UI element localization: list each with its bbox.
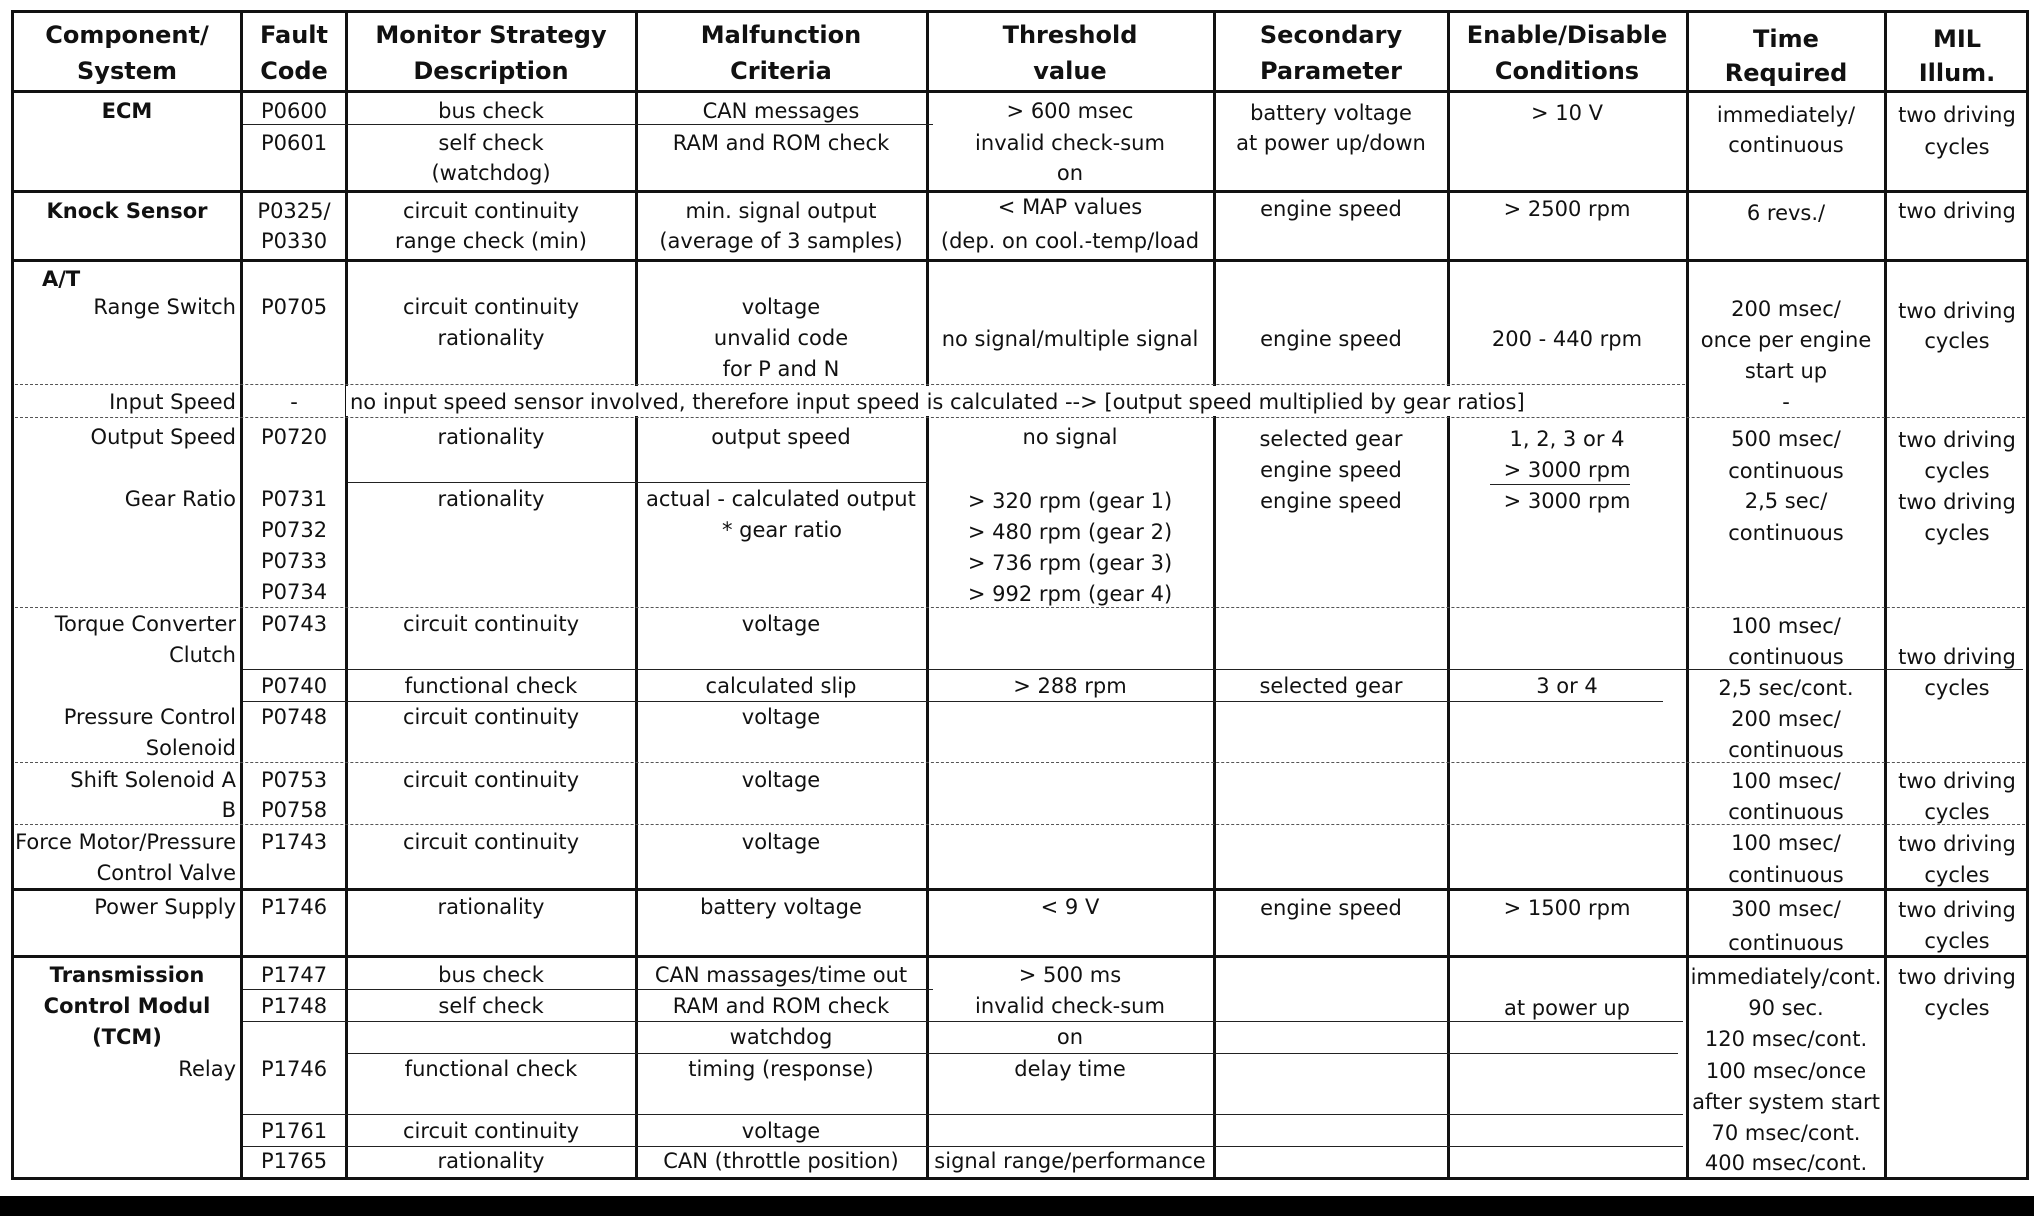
range-switch-monitor-2: rationality — [437, 326, 545, 350]
pressure-control-time-2: continuous — [1728, 738, 1844, 762]
power-supply-threshold: < 9 V — [1040, 895, 1100, 919]
header-secondary-2: Parameter — [1259, 57, 1403, 85]
ecm-secondary-2: at power up/down — [1236, 131, 1426, 155]
torque-converter-threshold-2: > 288 rpm — [1013, 674, 1127, 698]
force-motor-component-2: Control Valve — [96, 861, 236, 885]
tcm-code-5: P1761 — [260, 1119, 328, 1143]
tcm-component-1: Transmission — [49, 963, 205, 987]
torque-converter-mil-2: cycles — [1924, 676, 1990, 700]
force-motor-component-1: Force Motor/Pressure — [15, 830, 236, 854]
force-motor-mil-2: cycles — [1924, 863, 1990, 887]
knock-monitor-1: circuit continuity — [402, 199, 580, 223]
shift-solenoid-mil-1: two driving — [1898, 769, 2016, 793]
force-motor-malfunction: voltage — [741, 830, 821, 854]
pressure-control-time-1: 200 msec/ — [1731, 707, 1841, 731]
power-supply-time-1: 300 msec/ — [1731, 897, 1841, 921]
tcm-monitor-4: functional check — [404, 1057, 578, 1081]
output-speed-time-2: continuous — [1728, 459, 1844, 483]
header-threshold-1: Threshold — [1002, 21, 1138, 49]
range-switch-secondary: engine speed — [1260, 327, 1402, 351]
tcm-time-2: 90 sec. — [1748, 996, 1824, 1020]
ecm-threshold-2: invalid check-sum — [975, 131, 1165, 155]
ecm-component: ECM — [101, 99, 153, 123]
shift-solenoid-component-1: Shift Solenoid A — [70, 768, 236, 792]
knock-malfunction-1: min. signal output — [685, 199, 877, 223]
gear-ratio-code-1: P0731 — [260, 487, 328, 511]
pressure-control-code: P0748 — [260, 705, 328, 729]
tcm-time-4b: after system start — [1692, 1090, 1880, 1114]
ecm-monitor-2: self check — [438, 131, 544, 155]
header-malfunction-1: Malfunction — [700, 21, 862, 49]
force-motor-time-2: continuous — [1728, 863, 1844, 887]
rule-output-inner — [348, 482, 928, 483]
torque-converter-monitor-1: circuit continuity — [402, 612, 580, 636]
gear-ratio-secondary: engine speed — [1260, 489, 1402, 513]
ecm-monitor-1: bus check — [438, 99, 544, 123]
rule-input-speed-top — [15, 384, 1685, 385]
output-speed-time-1: 500 msec/ — [1731, 427, 1841, 451]
ecm-monitor-3: (watchdog) — [431, 161, 551, 185]
ecm-time-2: continuous — [1728, 133, 1844, 157]
range-switch-mil-1: two driving — [1898, 299, 2016, 323]
pressure-control-monitor: circuit continuity — [402, 705, 580, 729]
gear-ratio-threshold-1: > 320 rpm (gear 1) — [967, 489, 1173, 513]
tcm-code-2: P1748 — [260, 994, 328, 1018]
header-enable-2: Conditions — [1494, 57, 1640, 85]
header-time-2: Required — [1724, 59, 1848, 87]
header-rule — [11, 90, 2029, 93]
ecm-code-1: P0600 — [260, 99, 328, 123]
tcm-threshold-2: invalid check-sum — [975, 994, 1165, 1018]
ecm-secondary-1: battery voltage — [1250, 101, 1412, 125]
gear-ratio-component: Gear Ratio — [124, 487, 236, 511]
knock-threshold-1: < MAP values — [997, 195, 1143, 219]
torque-converter-time-1a: 100 msec/ — [1731, 614, 1841, 638]
range-switch-malfunction-2: unvalid code — [713, 326, 849, 350]
rule-knock — [11, 259, 2029, 262]
tcm-time-5: 70 msec/cont. — [1711, 1121, 1861, 1145]
power-supply-malfunction: battery voltage — [700, 895, 862, 919]
tcm-code-1: P1747 — [260, 963, 328, 987]
gear-ratio-mil-1: two driving — [1898, 490, 2016, 514]
range-switch-component: Range Switch — [93, 295, 236, 319]
knock-secondary: engine speed — [1260, 197, 1402, 221]
input-speed-code: - — [290, 390, 298, 414]
tcm-monitor-6: rationality — [437, 1149, 545, 1173]
header-enable-1: Enable/Disable — [1466, 21, 1668, 49]
torque-converter-time-1b: continuous — [1728, 645, 1844, 669]
shift-solenoid-code-1: P0753 — [260, 768, 328, 792]
torque-converter-time-2: 2,5 sec/cont. — [1718, 676, 1854, 700]
torque-converter-component-2: Clutch — [169, 643, 236, 667]
tcm-malfunction-4: timing (response) — [688, 1057, 874, 1081]
tcm-enable-2: at power up — [1504, 996, 1630, 1020]
col-divider-malfunction — [635, 10, 638, 1180]
ecm-threshold-3: on — [1056, 161, 1084, 185]
col-divider-monitor — [345, 10, 348, 1180]
torque-converter-malfunction-1: voltage — [741, 612, 821, 636]
col-divider-mil — [1884, 10, 1887, 1180]
power-supply-time-2: continuous — [1728, 931, 1844, 955]
gear-ratio-malfunction-1: actual - calculated output — [646, 487, 916, 511]
gear-ratio-malfunction-2: * gear ratio — [722, 518, 843, 542]
gear-ratio-threshold-3: > 736 rpm (gear 3) — [967, 551, 1173, 575]
shift-solenoid-monitor: circuit continuity — [402, 768, 580, 792]
col-divider-code — [240, 10, 243, 1180]
gear-ratio-code-2: P0732 — [260, 518, 328, 542]
shift-solenoid-time-1: 100 msec/ — [1731, 769, 1841, 793]
header-component-2: System — [77, 57, 177, 85]
ecm-code-2: P0601 — [260, 131, 328, 155]
tcm-mil-1: two driving — [1898, 965, 2016, 989]
ecm-time-1: immediately/ — [1716, 103, 1856, 127]
rule-power — [11, 888, 2029, 891]
knock-enable: > 2500 rpm — [1503, 197, 1631, 221]
tcm-threshold-1: > 500 ms — [1018, 963, 1122, 987]
output-speed-enable-1: 1, 2, 3 or 4 — [1509, 427, 1625, 451]
torque-converter-secondary-2: selected gear — [1259, 674, 1403, 698]
force-motor-monitor: circuit continuity — [402, 830, 580, 854]
force-motor-time-1: 100 msec/ — [1731, 831, 1841, 855]
torque-converter-enable-2: 3 or 4 — [1536, 674, 1598, 698]
knock-code-1: P0325/ — [257, 199, 331, 223]
gear-ratio-time-1: 2,5 sec/ — [1744, 489, 1828, 513]
tcm-relay: Relay — [178, 1057, 236, 1081]
gear-ratio-enable: > 3000 rpm — [1503, 489, 1631, 513]
output-speed-enable-2: > 3000 rpm — [1503, 458, 1631, 482]
range-switch-monitor-1: circuit continuity — [402, 295, 580, 319]
input-speed-time: - — [1782, 390, 1790, 414]
ecm-malfunction-2: RAM and ROM check — [672, 131, 890, 155]
tcm-mil-2: cycles — [1924, 996, 1990, 1020]
torque-converter-malfunction-2: calculated slip — [705, 674, 857, 698]
torque-converter-component-1: Torque Converter — [54, 612, 236, 636]
gear-ratio-mil-2: cycles — [1924, 521, 1990, 545]
tcm-malfunction-6: CAN (throttle position) — [663, 1149, 899, 1173]
header-malfunction-2: Criteria — [730, 57, 832, 85]
header-code-1: Fault — [260, 21, 328, 49]
tcm-malfunction-1: CAN massages/time out — [654, 963, 908, 987]
output-speed-monitor: rationality — [437, 425, 545, 449]
power-supply-enable: > 1500 rpm — [1503, 896, 1631, 920]
header-mil-1: MIL — [1932, 25, 1982, 53]
tcm-time-4a: 100 msec/once — [1705, 1059, 1867, 1083]
input-speed-component: Input Speed — [109, 390, 236, 414]
tcm-monitor-5: circuit continuity — [402, 1119, 580, 1143]
range-switch-time-3: start up — [1744, 359, 1828, 383]
torque-converter-code-1: P0743 — [260, 612, 328, 636]
range-switch-code: P0705 — [260, 295, 328, 319]
rule-tcm-4 — [243, 1114, 1683, 1115]
force-motor-mil-1: two driving — [1898, 832, 2016, 856]
header-monitor-1: Monitor Strategy — [375, 21, 607, 49]
tcm-time-6: 400 msec/cont. — [1704, 1151, 1868, 1175]
output-speed-secondary-1: selected gear — [1259, 427, 1403, 451]
range-switch-enable: 200 - 440 rpm — [1491, 327, 1643, 351]
tcm-malfunction-3: watchdog — [729, 1025, 833, 1049]
input-speed-note: no input speed sensor involved, therefore input speed is calculated --> [output speed multiplied by gear ratios] — [350, 390, 1525, 414]
gear-ratio-monitor: rationality — [437, 487, 545, 511]
rule-tcm — [11, 955, 2029, 958]
tcm-time-3: 120 msec/cont. — [1704, 1027, 1868, 1051]
header-monitor-2: Description — [413, 57, 569, 85]
col-divider-time — [1686, 10, 1689, 1180]
shift-solenoid-mil-2: cycles — [1924, 800, 1990, 824]
ecm-malfunction-1: CAN messages — [702, 99, 860, 123]
at-group-label: A/T — [42, 267, 81, 291]
gear-ratio-threshold-2: > 480 rpm (gear 2) — [967, 520, 1173, 544]
header-mil-2: Illum. — [1918, 59, 1996, 87]
range-switch-malfunction-3: for P and N — [722, 357, 840, 381]
torque-converter-monitor-2: functional check — [404, 674, 578, 698]
range-switch-threshold: no signal/multiple signal — [941, 327, 1199, 351]
range-switch-time-2: once per engine — [1700, 328, 1872, 352]
ecm-enable: > 10 V — [1530, 101, 1604, 125]
tcm-component-3: (TCM) — [92, 1025, 162, 1049]
rule-input-speed-bottom — [15, 417, 2025, 418]
torque-converter-code-2: P0740 — [260, 674, 328, 698]
tcm-code-4: P1746 — [260, 1057, 328, 1081]
shift-solenoid-time-2: continuous — [1728, 800, 1844, 824]
rule-shift-top — [15, 762, 2025, 763]
gear-ratio-threshold-4: > 992 rpm (gear 4) — [967, 582, 1173, 606]
gear-ratio-time-2: continuous — [1728, 521, 1844, 545]
ecm-threshold-1: > 600 msec — [1006, 99, 1134, 123]
header-code-2: Code — [260, 57, 328, 85]
knock-malfunction-2: (average of 3 samples) — [659, 229, 903, 253]
tcm-threshold-6: signal range/performance — [934, 1149, 1206, 1173]
pressure-control-component-1: Pressure Control — [63, 705, 236, 729]
range-switch-mil-2: cycles — [1924, 329, 1990, 353]
power-supply-mil-2: cycles — [1924, 929, 1990, 953]
col-divider-threshold — [926, 10, 929, 1180]
tcm-monitor-2: self check — [438, 994, 544, 1018]
power-supply-component: Power Supply — [94, 895, 236, 919]
force-motor-code: P1743 — [260, 830, 328, 854]
output-speed-threshold: no signal — [1022, 425, 1118, 449]
header-component-1: Component/ — [45, 21, 209, 49]
knock-component: Knock Sensor — [46, 199, 208, 223]
ecm-mil-2: cycles — [1924, 135, 1990, 159]
shift-solenoid-code-2: P0758 — [260, 798, 328, 822]
torque-converter-mil-1: two driving — [1898, 645, 2016, 669]
shift-solenoid-malfunction: voltage — [741, 768, 821, 792]
output-speed-code: P0720 — [260, 425, 328, 449]
shift-solenoid-component-2: B — [221, 798, 236, 822]
col-divider-secondary — [1213, 10, 1216, 1180]
gear-ratio-code-4: P0734 — [260, 580, 328, 604]
tcm-malfunction-2: RAM and ROM check — [672, 994, 890, 1018]
ecm-mil-1: two driving — [1898, 103, 2016, 127]
output-speed-malfunction: output speed — [711, 425, 851, 449]
output-speed-mil-1: two driving — [1898, 428, 2016, 452]
tcm-monitor-1: bus check — [438, 963, 544, 987]
knock-time: 6 revs./ — [1746, 201, 1826, 225]
col-divider-enable — [1447, 10, 1450, 1180]
tcm-time-1: immediately/cont. — [1690, 965, 1882, 989]
knock-mil: two driving — [1898, 199, 2016, 223]
output-speed-component: Output Speed — [90, 425, 236, 449]
header-time-1: Time — [1753, 25, 1819, 53]
power-supply-mil-1: two driving — [1898, 898, 2016, 922]
knock-threshold-2: (dep. on cool.-temp/load — [940, 229, 1200, 253]
output-speed-mil-2: cycles — [1924, 459, 1990, 483]
power-supply-code: P1746 — [260, 895, 328, 919]
power-supply-monitor: rationality — [437, 895, 545, 919]
tcm-malfunction-5: voltage — [741, 1119, 821, 1143]
output-speed-secondary-2: engine speed — [1260, 458, 1402, 482]
tcm-threshold-3: on — [1056, 1025, 1084, 1049]
pressure-control-malfunction: voltage — [741, 705, 821, 729]
tcm-component-2: Control Modul — [43, 994, 211, 1018]
knock-code-2: P0330 — [260, 229, 328, 253]
range-switch-time-1: 200 msec/ — [1731, 297, 1841, 321]
header-secondary-1: Secondary — [1259, 21, 1403, 49]
pressure-control-component-2: Solenoid — [145, 736, 236, 760]
bottom-border-bar — [0, 1196, 2034, 1216]
range-switch-malfunction-1: voltage — [741, 295, 821, 319]
rule-tcm-2 — [243, 1021, 1683, 1022]
knock-monitor-2: range check (min) — [395, 229, 587, 253]
gear-ratio-code-3: P0733 — [260, 549, 328, 573]
header-threshold-2: value — [1033, 57, 1107, 85]
tcm-code-6: P1765 — [260, 1149, 328, 1173]
tcm-threshold-4: delay time — [1014, 1057, 1126, 1081]
power-supply-secondary: engine speed — [1260, 896, 1402, 920]
